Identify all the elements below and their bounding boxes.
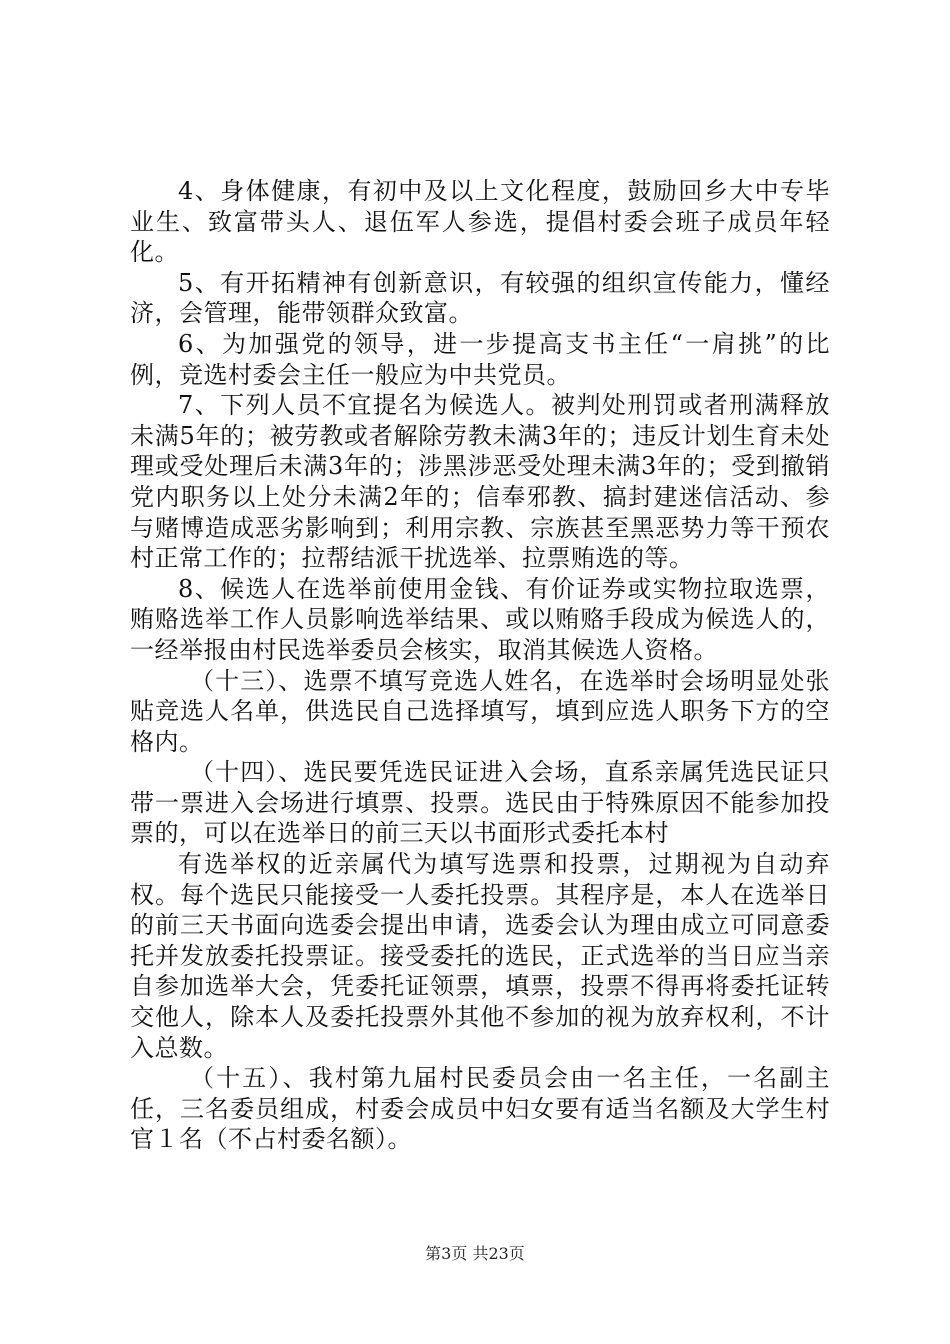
paragraph-section-15: （十五）、我村第九届村民委员会由一名主任，一名副主任，三名委员组成，村委会成员中妇女要有适当名额及大学生村官１名（不占村委名额）。 bbox=[130, 1064, 830, 1154]
paragraph-item-5: 5、有开拓精神有创新意识，有较强的组织宣传能力，懂经济，会管理，能带领群众致富。 bbox=[130, 268, 830, 328]
paragraph-item-7: 7、下列人员不宜提名为候选人。被判处刑罚或者刑满释放未满5年的；被劳教或者解除劳教未满3年的；违反计划生育未处理或受处理后未满3年的；涉黑涉恶受处理未满3年的；受到撤销党内职务以上处分未满2年的；信奉邪教、搞封建迷信活动、参与赌博造成恶劣影响到；利用宗教、宗族甚至黑恶势力等干预农村正常工作的；拉帮结派干扰选举、拉票贿选的等。 bbox=[130, 391, 830, 573]
paragraph-item-6: 6、为加强党的领导，进一步提高支书主任“一肩挑”的比例，竞选村委会主任一般应为中共党员。 bbox=[130, 329, 830, 389]
paragraph-section-14: （十四）、选民要凭选民证进入会场，直系亲属凭选民证只带一票进入会场进行填票、投票。选民由于特殊原因不能参加投票的，可以在选举日的前三天以书面形式委托本村 bbox=[130, 758, 830, 848]
paragraph-item-4: 4、身体健康，有初中及以上文化程度，鼓励回乡大中专毕业生、致富带头人、退伍军人参选，提倡村委会班子成员年轻化。 bbox=[130, 177, 830, 267]
page-number-footer: 第3页 共23页 bbox=[425, 1244, 525, 1263]
paragraph-item-8: 8、候选人在选举前使用金钱、有价证券或实物拉取选票，贿赂选举工作人员影响选举结果、或以贿赂手段成为候选人的，一经举报由村民选举委员会核实，取消其候选人资格。 bbox=[130, 574, 830, 664]
paragraph-section-14-continued: 有选举权的近亲属代为填写选票和投票，过期视为自动弃权。每个选民只能接受一人委托投票。其程序是，本人在选举日的前三天书面向选委会提出申请，选委会认为理由成立可同意委托并发放委托投票证。接受委托的选民，正式选举的当日应当亲自参加选举大会，凭委托证领票，填票，投票不得再将委托证转交他人，除本人及委托投票外其他不参加的视为放弃权利，不计入总数。 bbox=[130, 850, 830, 1062]
paragraph-section-13: （十三）、选票不填写竞选人姓名，在选举时会场明显处张贴竞选人名单，供选民自己选择填写，填到应选人职务下方的空格内。 bbox=[130, 666, 830, 756]
document-body bbox=[130, 176, 830, 1155]
